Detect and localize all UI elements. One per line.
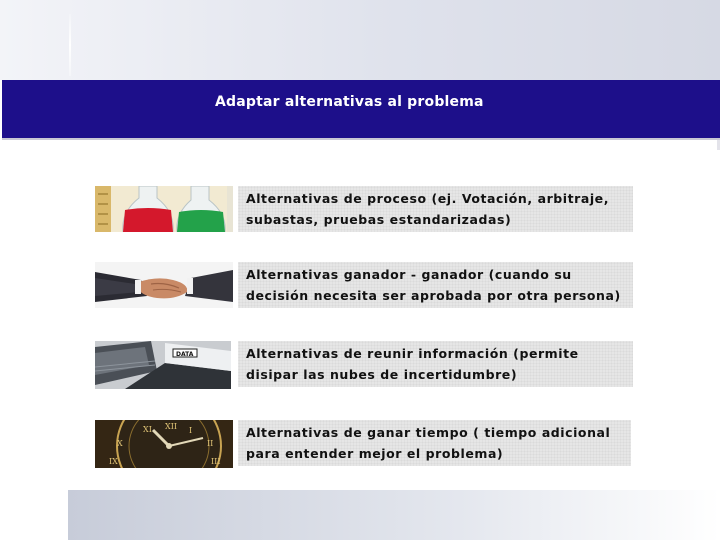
item-text-line-2: para entender mejor el problema): [246, 446, 504, 461]
item-text-box: [238, 341, 633, 387]
item-text-line-2: decisión necesita ser aprobada por otra persona): [246, 288, 621, 303]
item-text-box: [238, 420, 631, 466]
handshake-image: [95, 262, 233, 308]
title-bar: [2, 80, 720, 140]
svg-text:DATA: DATA: [176, 351, 194, 358]
laboratory-flasks-image: [95, 186, 233, 232]
item-text-line-1: Alternativas ganador - ganador (cuando su: [246, 267, 572, 282]
svg-text:I: I: [189, 426, 193, 435]
header-divider-line: [69, 14, 71, 76]
roman-clock-image: [95, 420, 233, 468]
svg-text:III: III: [211, 457, 221, 466]
item-text-line-1: Alternativas de ganar tiempo ( tiempo adicional: [246, 425, 611, 440]
footer-band: [68, 490, 720, 540]
svg-text:X: X: [117, 439, 123, 448]
data-cartridge-image: [95, 341, 231, 389]
svg-text:XII: XII: [165, 422, 178, 431]
item-text-box: [238, 186, 633, 232]
svg-text:II: II: [207, 439, 214, 448]
svg-text:XI: XI: [143, 425, 152, 434]
item-text-box: [238, 262, 633, 308]
slide-title: Adaptar alternativas al problema: [215, 94, 484, 110]
item-text-line-1: Alternativas de proceso (ej. Votación, arbitraje,: [246, 191, 610, 206]
svg-text:IX: IX: [109, 457, 118, 466]
item-text-line-1: Alternativas de reunir información (permite: [246, 346, 579, 361]
item-text-line-2: subastas, pruebas estandarizadas): [246, 212, 512, 227]
header-band: [0, 0, 720, 80]
item-text-line-2: disipar las nubes de incertidumbre): [246, 367, 518, 382]
